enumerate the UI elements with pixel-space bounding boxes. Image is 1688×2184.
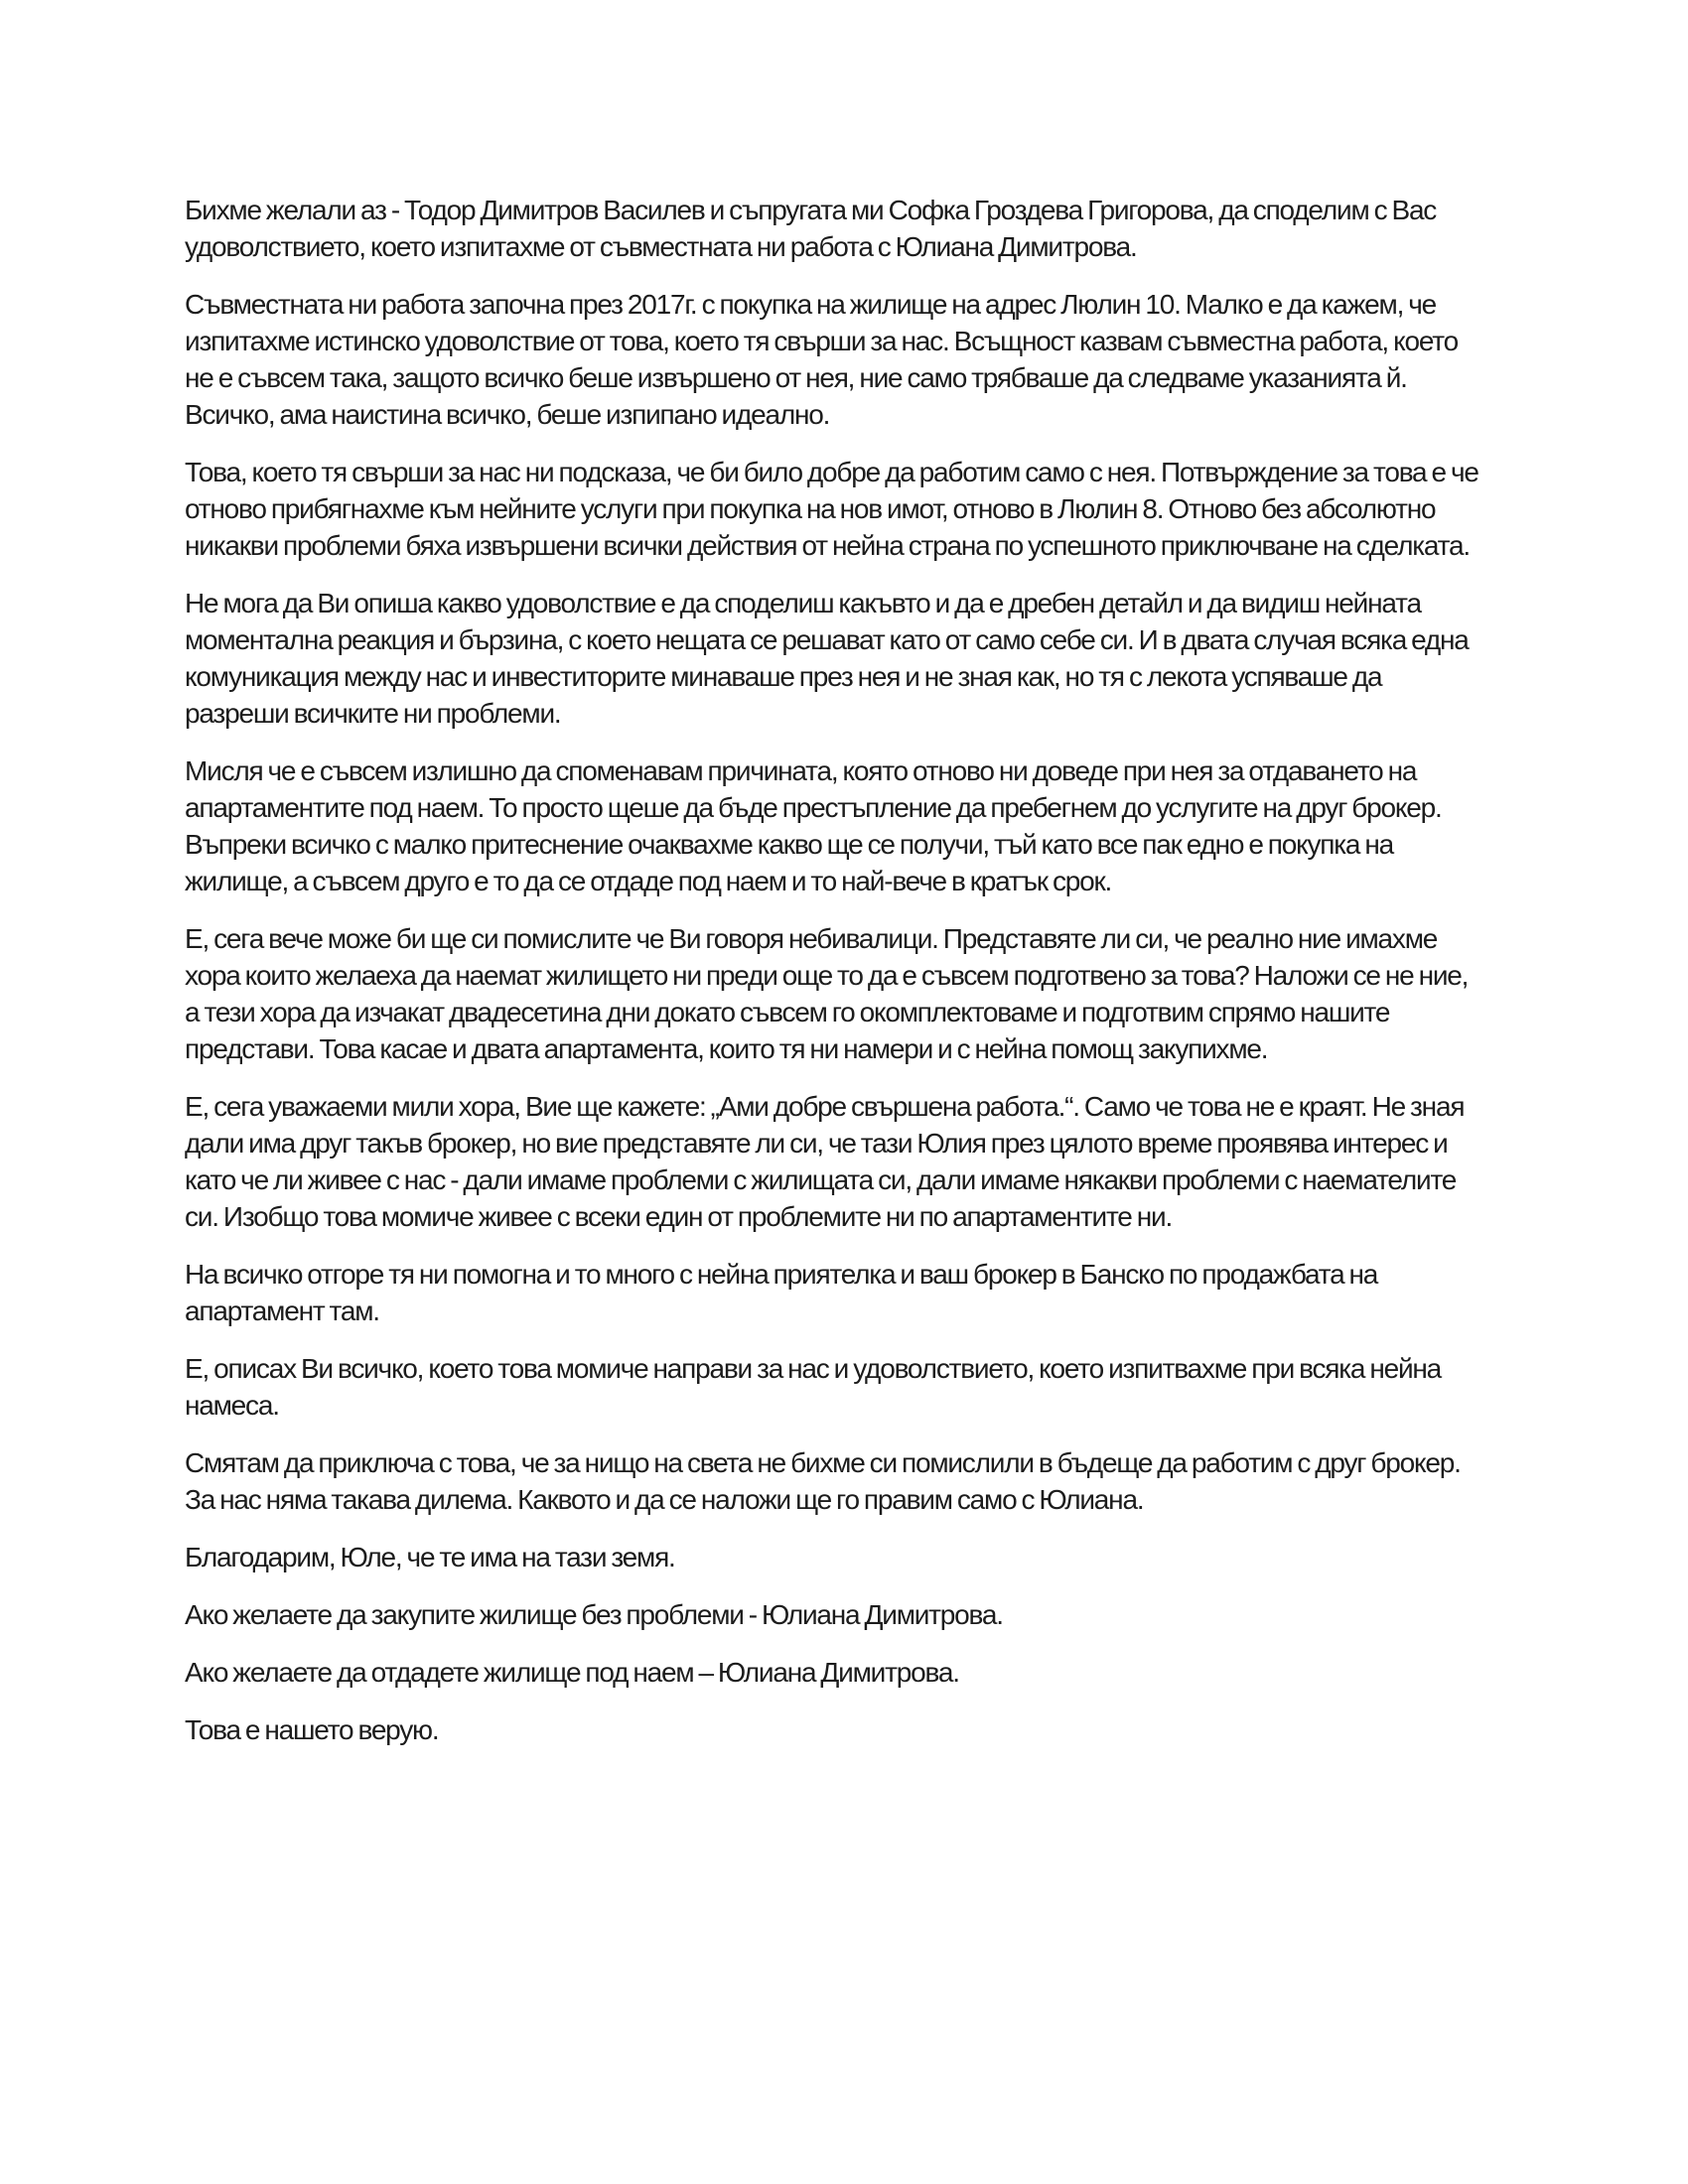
paragraph-recommendation-rent: Ако желаете да отдадете жилище под наем – Юлиана Димитрова. [185,1657,959,1688]
paragraph-credo: Това е нашето верую. [185,1714,439,1745]
paragraph-ongoing-care: Е, сега уважаеми мили хора, Вие ще кажете: „Ами добре свършена работа.“. Само че това не е краят. Не зная дали има друг такъв брокер, но вие представяте ли си, че тази Юлия през цялото време проявява интерес и като че ли живее с нас - дали имаме проблеми с жилищата си, дали имаме някакви проблеми с наемателите си. Изобщо това момиче живее с всеки един от проблемите ни по апартаментите ни. [185,1091,1465,1232]
paragraph-rental-decision: Мисля че е съвсем излишно да споменавам причината, която отново ни доведе при нея за отдаването на апартаментите под наем. То просто щеше да бъде престъпление да пребегнем до услугите на друг брокер. Въпреки всичко с малко притеснение очаквахме какво ще се получи, тъй като все пак едно е покупка на жилище, а съвсем друго е то да се отдаде под наем и то най-вече в кратък срок. [185,755,1442,896]
paragraph-thanks: Благодарим, Юле, че те има на тази земя. [185,1542,675,1572]
paragraph-intro: Бихме желали аз - Тодор Димитров Василев и съпругата ми Софка Гроздева Григорова, да споделим с Вас удоволствието, което изпитахме от съвместната ни работа с Юлиана Димитрова. [185,195,1437,262]
document-text-column [185,192,1483,1769]
paragraph-first-purchase: Съвместната ни работа започна през 2017г. с покупка на жилище на адрес Люлин 10. Малко е да кажем, че изпитахме истинско удоволствие от това, което тя свърши за нас. Всъщност казвам съвместна работа, което не е съвсем така, защото всичко беше извършено от нея, ние само трябваше да следваме указанията й. Всичко, ама наистина всичко, беше изпипано идеално. [185,289,1458,430]
paragraph-second-purchase: Това, което тя свърши за нас ни подсказа, че би било добре да работим само с нея. Потвърждение за това е че отново прибягнахме към нейните услуги при покупка на нов имот, отново в Люлин 8. Отново без абсолютно никакви проблеми бяха извършени всички действия от нейна страна по успешното приключване на сделката. [185,457,1478,561]
paragraph-summary: Е, описах Ви всичко, което това момиче направи за нас и удоволствието, което изпитвахме при всяка нейна намеса. [185,1353,1442,1421]
paragraph-communication: Не мога да Ви опиша какво удоволствие е да споделиш какъвто и да е дребен детайл и да видиш нейната моментална реакция и бързина, с което нещата се решават като от само себе си. И в двата случая всяка една комуникация между нас и инвеститорите минаваше през нея и не зная как, но тя с лекота успяваше да разреши всичките ни проблеми. [185,588,1469,729]
paragraph-tenants-waiting: Е, сега вече може би ще си помислите че Ви говоря небивалици. Представяте ли си, че реално ние имахме хора които желаеха да наемат жилището ни преди още то да е съвсем подготвено за това? Наложи се не ние, а тези хора да изчакат двадесетина дни докато съвсем го окомплектоваме и подготвим спрямо нашите представи. Това касае и двата апартамента, които тя ни намери и с нейна помощ закупихме. [185,923,1469,1064]
paragraph-conclusion: Смятам да приключа с това, че за нищо на света не бихме си помислили в бъдеще да работим с друг брокер. За нас няма такава дилема. Каквото и да се наложи ще го правим само с Юлиана. [185,1447,1461,1515]
paragraph-recommendation-buy: Ако желаете да закупите жилище без проблеми - Юлиана Димитрова. [185,1599,1003,1630]
paragraph-bansko-sale: На всичко отгоре тя ни помогна и то много с нейна приятелка и ваш брокер в Банско по продажбата на апартамент там. [185,1259,1378,1326]
